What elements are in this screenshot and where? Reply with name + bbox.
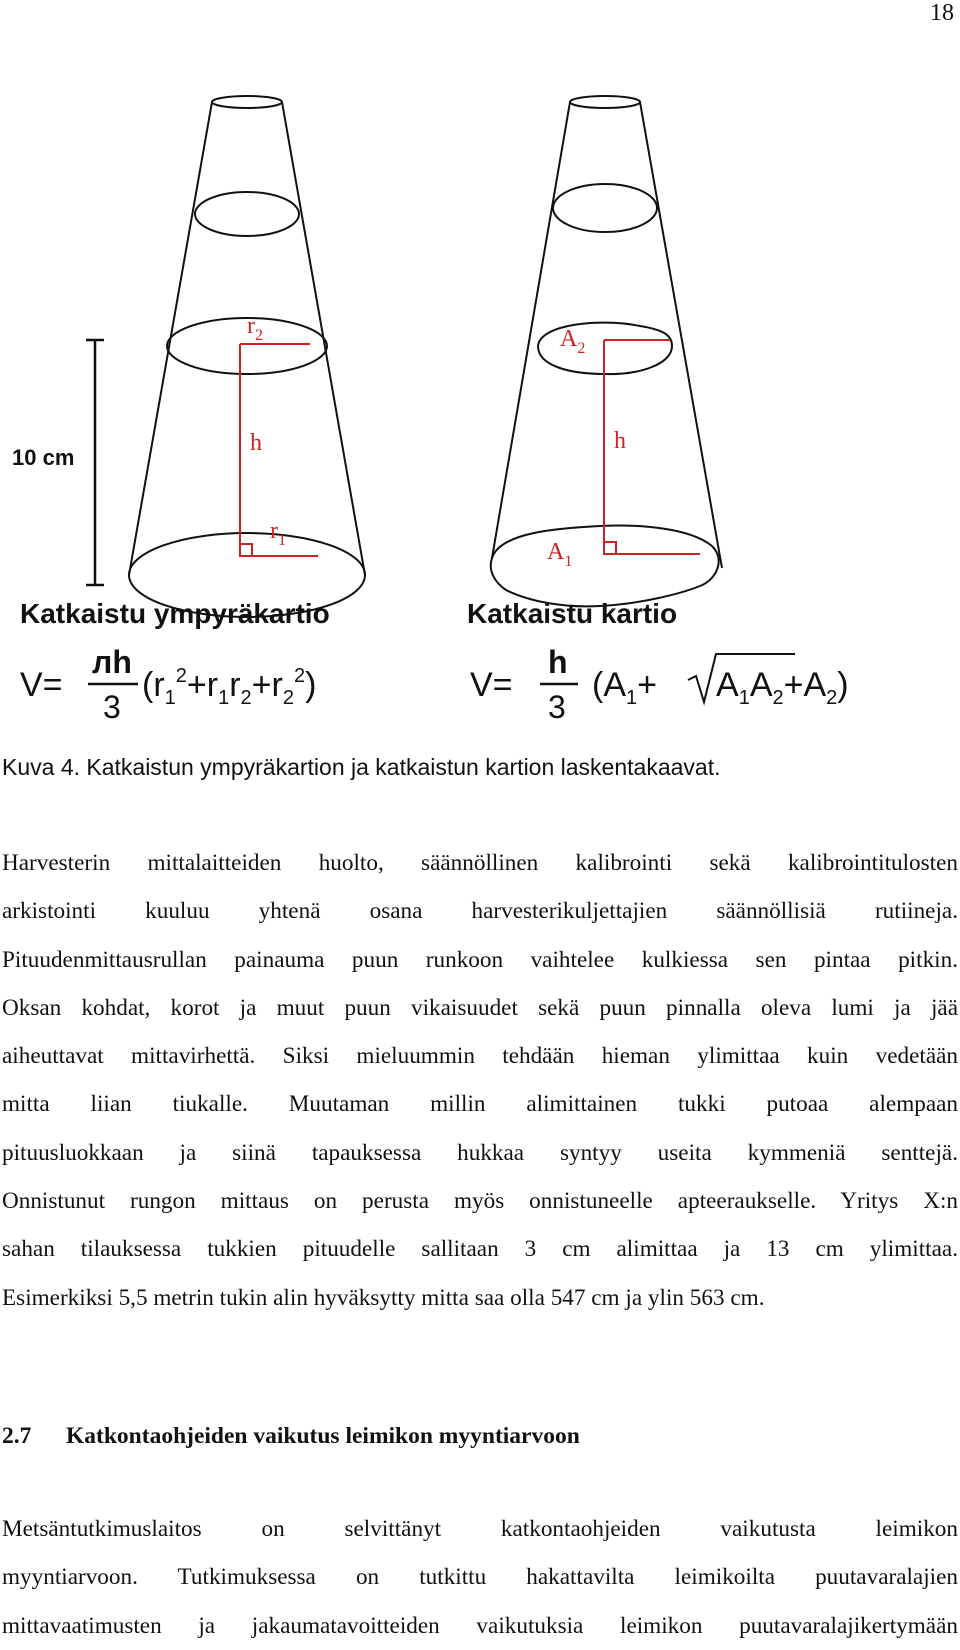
paragraph-line: Oksan kohdat, korot ja muut puun vikaisuudet sekä puun pinnalla oleva lumi ja jää [2, 994, 958, 1021]
paragraph-line: arkistointi kuuluu yhtenä osana harvesterikuljettajien säännöllisiä rutiineja. [2, 898, 958, 925]
paragraph-line: Pituudenmittausrullan painauma puun runkoon vaihtelee kulkiessa sen pintaa pitkin. [2, 946, 958, 973]
left-cone [129, 96, 365, 617]
paragraph-line: aiheuttavat mittavirhettä. Siksi mieluummin tehdään hieman ylimittaa kuin vedetään [2, 1043, 958, 1070]
scale-label: 10 cm [12, 445, 75, 470]
left-r1-label: $r_1$ [270, 518, 286, 549]
svg-text:A1A2+A2): $A_1A_2+A_2$) [716, 666, 849, 709]
paragraph-line: sahan tilauksessa tukkien pituudelle sallitaan 3 cm alimittaa ja 13 cm ylimittaa. [2, 1236, 958, 1263]
right-cone-title: Katkaistu kartio [467, 598, 678, 629]
page-number: 18 [930, 0, 954, 26]
left-cone-title: Katkaistu ympyräkartio [20, 598, 330, 629]
paragraph-line: Metsäntutkimuslaitos on selvittänyt katkontaohjeiden vaikutusta leimikon [2, 1516, 958, 1542]
left-formula [20, 644, 316, 725]
paragraph-2 [2, 1505, 958, 1650]
paragraph-1 [2, 839, 958, 1322]
paragraph-line: mitta liian tiukalle. Muutaman millin alimittainen tukki putoaa alempaan [2, 1091, 958, 1118]
svg-text:3: 3 [103, 689, 121, 725]
paragraph-line: mittavaatimusten ja jakaumatavoitteiden vaikutuksia leimikon puutavaralajikertymään [2, 1612, 958, 1639]
paragraph-line: Esimerkiksi 5,5 metrin tukin alin hyväksytty mitta saa olla 547 cm ja ylin 563 cm. [2, 1284, 765, 1311]
right-formula [470, 644, 849, 725]
svg-text:лh: лh [92, 644, 132, 680]
svg-text:3: 3 [548, 689, 566, 725]
section-title: Katkontaohjeiden vaikutus leimikon myyntiarvoon [66, 1423, 580, 1449]
svg-text:h: h [548, 644, 568, 680]
figure-caption: Kuva 4. Katkaistun ympyräkartion ja katkaistun kartion laskentakaavat. [2, 754, 721, 780]
paragraph-line: Onnistunut rungon mittaus on perusta myös onnistuneelle apteeraukselle. Yritys X:n [2, 1188, 958, 1215]
cone-figure [0, 80, 960, 740]
svg-text:(A1+: ($A_1+$ [592, 666, 657, 709]
section-number: 2.7 [2, 1423, 32, 1449]
scale-bar [86, 340, 104, 585]
svg-text:V=: V= [470, 666, 513, 704]
paragraph-line: Harvesterin mittalaitteiden huolto, säännöllinen kalibrointi sekä kalibrointitulosten [2, 850, 958, 876]
svg-text:(r12+r1r2+r22): $(r_1^2+r_1r_2+r_2^2)$ [142, 665, 317, 709]
right-a2-label: $A_2$ [560, 326, 586, 357]
svg-text:V=: V= [20, 666, 63, 704]
paragraph-line: pituusluokkaan ja siinä tapauksessa hukkaa syntyy useita kymmeniä senttejä. [2, 1139, 958, 1166]
paragraph-line: myyntiarvoon. Tutkimuksessa on tutkittu hakattavilta leimikoilta puutavaralajien [2, 1564, 958, 1591]
left-h-label: h [250, 430, 262, 456]
right-h-label: h [614, 428, 626, 454]
right-cone [491, 96, 722, 606]
left-r2-label: $r_2$ [247, 313, 263, 344]
right-a1-label: $A_1$ [547, 539, 573, 570]
section-heading [2, 1423, 580, 1450]
